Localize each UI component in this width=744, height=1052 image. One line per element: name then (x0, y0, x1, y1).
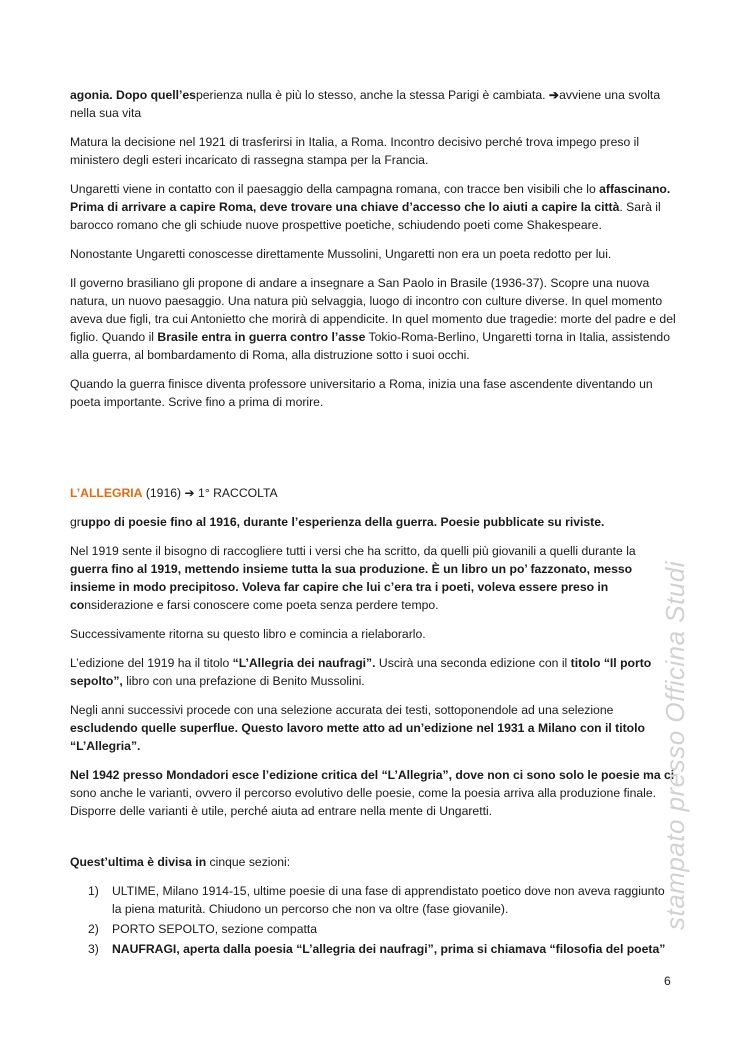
bold-text: escludendo quelle superflue. Questo lavoro mette atto ad un’edizione nel 1931 a Milano con il titolo “L’Allegria”. (70, 721, 645, 753)
list-number: 3) (88, 942, 99, 956)
bold-text: “L’Allegria dei naufragi”. (232, 656, 376, 670)
paragraph (70, 513, 676, 531)
paragraph (70, 180, 676, 234)
text-run: ULTIME, Milano 1914-15, ultime poesie di una fase di apprendistato poetico dove non aveva raggiunto la piena maturità. Chiudono un percorso che non va oltre (fase giovanile). (112, 884, 665, 916)
bold-text: agonia. Dopo quell’es (70, 88, 196, 102)
paragraph (70, 375, 676, 411)
paragraph (70, 625, 676, 643)
text-run: Matura la decisione nel 1921 di trasferirsi in Italia, a Roma. Incontro decisivo perché trova impego preso il ministero degli esteri incaricato di rassegna stampa per la Francia. (70, 135, 640, 167)
bold-text: NAUFRAGI, aperta dalla poesia “L’allegria dei naufragi”, prima si chiamava “filosofia del poeta” (112, 942, 666, 956)
paragraph (70, 766, 676, 820)
text-run: perienza nulla è più lo stesso, anche la stessa Parigi è cambiata. (195, 88, 549, 102)
text-run: Tokio-Roma-Berlino, Ungaretti torna in Italia, assistendo alla guerra, al bombardamento di Roma, alla distruzione sotto i suoi occhi. (70, 330, 670, 362)
bold-text: uppo di poesie fino al 1916, durante l’esperienza della guerra. Poesie pubblicate su riviste. (80, 515, 605, 529)
bold-text: guerra fino al 1919, mettendo insieme tutta la sua produzione. È un libro un po’ fazzonato, messo insieme in modo precipitoso. Voleva far capire che lui c’era tra i poeti, voleva essere preso in co (70, 562, 633, 612)
text-run: sono anche le varianti, ovvero il percorso evolutivo delle poesie, come la poesia arriva alla produzione finale. Disporre delle varianti è utile, perché aiuta ad entrare nella mente di Ungaretti. (70, 786, 657, 818)
bold-text: Quest’ultima è divisa in (70, 855, 207, 869)
text-run: Uscirà una seconda edizione con il (375, 656, 571, 670)
bold-text: affascinano. Prima di arrivare a capire Roma, deve trovare una chiave d’accesso che lo aiuti a capire la città (70, 182, 671, 214)
text-run: avviene una svolta nella sua vita (70, 88, 661, 120)
list-number: 1) (88, 884, 99, 898)
bold-text: titolo “Il porto sepolto”, (70, 656, 652, 688)
paragraph (70, 245, 676, 263)
page-number: 6 (664, 974, 671, 988)
section-biography (70, 86, 676, 411)
section-allegria (70, 513, 676, 820)
text-run: L’edizione del 1919 ha il titolo (70, 656, 233, 670)
text-run: cinque sezioni: (206, 855, 291, 869)
text-run: Nonostante Ungaretti conoscesse direttamente Mussolini, Ungaretti non era un poeta redotto per lui. (70, 247, 612, 261)
text-run: Ungaretti viene in contatto con il paesaggio della campagna romana, con tracce ben visibili che lo (70, 182, 600, 196)
list-item (88, 940, 676, 958)
text-run: Successivamente ritorna su questo libro e comincia a rielaborarlo. (70, 627, 426, 641)
sections-list (70, 882, 676, 958)
paragraph (70, 701, 676, 755)
text-run: Negli anni successivi procede con una selezione accurata dei testi, sottoponendole ad una selezione (70, 703, 614, 717)
watermark: stampato presso Officina Studi (660, 560, 690, 930)
section-heading (70, 484, 676, 502)
paragraph (70, 133, 676, 169)
text-run: . Sarà il barocco romano che gli schiude nuove prospettive poetiche, schiudendo poeti come Shakespeare. (70, 200, 661, 232)
text-run: Quando la guerra finisce diventa professore universitario a Roma, inizia una fase ascendente diventando un poeta importante. Scrive fino a prima di morire. (70, 377, 653, 409)
paragraph (70, 542, 676, 614)
paragraph (70, 654, 676, 690)
heading-subtitle: (1916) ➔ 1° RACCOLTA (142, 486, 278, 500)
list-number: 2) (88, 922, 99, 936)
bold-text: ➔ (548, 88, 560, 102)
text-run: libro con una prefazione di Benito Mussolini. (122, 674, 365, 688)
text-run: gr (70, 515, 81, 529)
heading-title: L’ALLEGRIA (70, 486, 143, 500)
document-body (70, 86, 676, 960)
text-run: Nel 1919 sente il bisogno di raccogliere tutti i versi che ha scritto, da quelli più giovanili a quelli durante la (70, 544, 636, 558)
paragraph (70, 274, 676, 364)
paragraph (70, 86, 676, 122)
bold-text: Nel 1942 presso Mondadori esce l’edizione critica del “L’Allegria”, dove non ci sono solo le poesie ma ci (70, 768, 675, 782)
list-item (88, 920, 676, 938)
bold-text: Brasile entra in guerra contro l’asse (157, 330, 366, 344)
text-run: nsiderazione e farsi conoscere come poeta senza perdere tempo. (84, 598, 439, 612)
list-intro (70, 853, 676, 871)
text-run: Il governo brasiliano gli propone di andare a insegnare a San Paolo in Brasile (1936-37). Scopre una nuova natura, un nuovo paesaggio. Una natura più selvaggia, luogo di incontro con culture diverse. In quel momento aveva due figli, tra cui Antonietto che morirà di appendicite. In quel momento due tragedie: morte del padre e del figlio. Quando il (70, 276, 676, 344)
text-run: PORTO SEPOLTO, sezione compatta (112, 922, 318, 936)
list-item (88, 882, 676, 918)
